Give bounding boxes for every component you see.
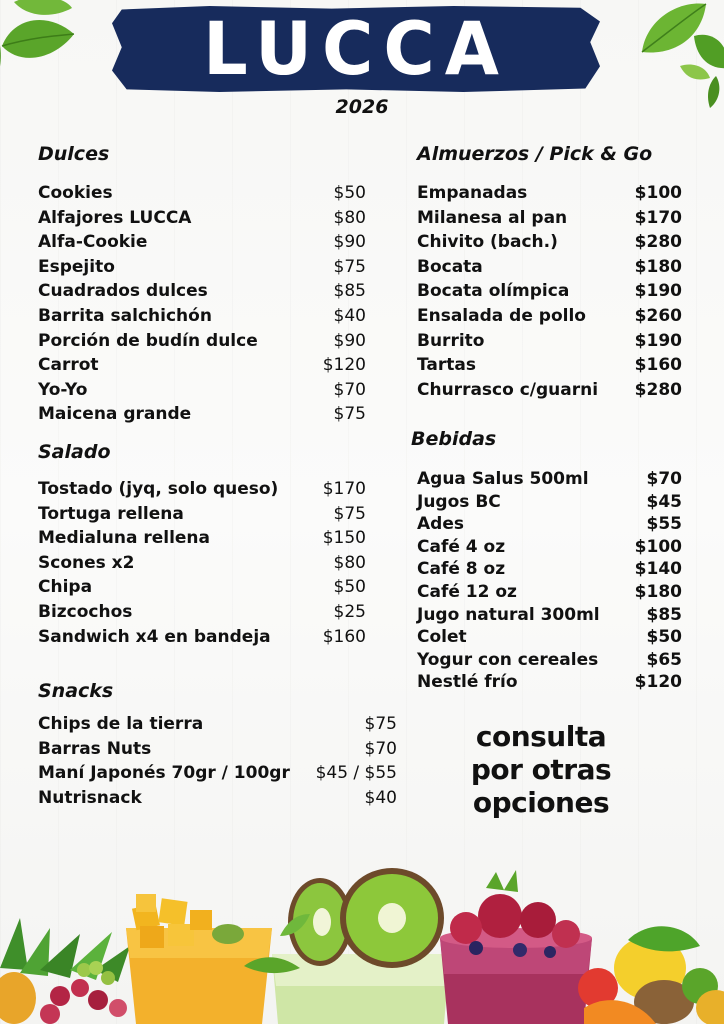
menu-item-name: Café 4 oz <box>417 536 506 557</box>
menu-item-name: Jugos BC <box>417 491 501 512</box>
menu-item-price: $90 <box>333 232 366 253</box>
menu-item-price: $65 <box>646 649 682 670</box>
menu-item <box>417 649 682 672</box>
menu-item-name: Yo-Yo <box>38 379 88 400</box>
menu-item-price: $45 / $55 <box>315 763 397 784</box>
mango-smoothie-icon <box>126 894 272 1024</box>
menu-item <box>38 551 366 576</box>
menu-item <box>38 575 366 600</box>
menu-item-name: Espejito <box>38 256 115 277</box>
menu-item-name: Milanesa al pan <box>417 207 568 228</box>
menu-item-price: $85 <box>333 281 366 302</box>
menu-item-name: Cuadrados dulces <box>38 281 208 302</box>
menu-item <box>38 255 366 280</box>
menu-item-price: $100 <box>634 536 682 557</box>
menu-item-price: $170 <box>634 207 682 228</box>
menu-item <box>417 491 682 514</box>
section-title-snacks: Snacks <box>38 680 114 702</box>
menu-item-price: $70 <box>364 738 397 759</box>
menu-item-name: Ades <box>417 514 464 535</box>
menu-item-price: $75 <box>333 503 366 524</box>
menu-item-name: Chivito (bach.) <box>417 232 558 253</box>
menu-item-name: Alfa-Cookie <box>38 232 148 253</box>
menu-item-price: $150 <box>322 528 366 549</box>
menu-item-name: Churrasco c/guarni <box>417 379 599 400</box>
menu-item-name: Bocata olímpica <box>417 281 570 302</box>
menu-item-price: $120 <box>322 355 366 376</box>
menu-item-price: $80 <box>333 207 366 228</box>
consulta-line-2: por otras <box>470 753 612 786</box>
menu-item-price: $90 <box>333 330 366 351</box>
menu-item-price: $45 <box>646 491 682 512</box>
menu-item-price: $70 <box>333 379 366 400</box>
consulta-line-1: consulta <box>475 720 607 753</box>
menu-item-name: Porción de budín dulce <box>38 330 258 351</box>
menu-item <box>38 526 366 551</box>
menu-item-price: $280 <box>634 232 682 253</box>
menu-item-name: Agua Salus 500ml <box>417 469 589 489</box>
menu-item <box>38 279 366 304</box>
menu-item <box>417 536 682 559</box>
section-title-bebidas: Bebidas <box>411 428 497 450</box>
menu-item-name: Scones x2 <box>38 552 135 573</box>
menu-item-name: Tartas <box>417 355 476 376</box>
menu-item-price: $180 <box>634 581 682 602</box>
menu-item-price: $85 <box>646 604 682 625</box>
menu-item-price: $50 <box>333 577 366 598</box>
kiwi-smoothie-icon <box>244 868 450 1024</box>
menu-item-price: $140 <box>634 559 682 580</box>
leaf-icon-top-left <box>0 0 84 89</box>
menu-item <box>417 468 682 491</box>
menu-item-price: $75 <box>364 714 397 734</box>
brand-title: LUCCA <box>203 5 509 93</box>
menu-item-price: $25 <box>333 601 366 622</box>
bebidas-list <box>417 468 682 694</box>
menu-item-price: $40 <box>364 787 397 808</box>
menu-item-price: $180 <box>634 256 682 277</box>
menu-item-price: $170 <box>322 479 366 499</box>
menu-item-name: Yogur con cereales <box>417 649 599 670</box>
menu-item-name: Maní Japonés 70gr / 100gr <box>38 763 290 784</box>
smoothies-illustration <box>0 858 724 1024</box>
menu-item-name: Bizcochos <box>38 601 133 622</box>
menu-item <box>38 502 366 527</box>
menu-item-price: $190 <box>634 330 682 351</box>
menu-item-name: Barrita salchichón <box>38 305 212 326</box>
menu-item <box>417 513 682 536</box>
menu-item-name: Barras Nuts <box>38 738 152 759</box>
menu-item-price: $80 <box>333 552 366 573</box>
snacks-list <box>38 712 397 810</box>
menu-item-price: $160 <box>322 626 366 647</box>
menu-item <box>38 329 366 354</box>
menu-item-name: Colet <box>417 627 467 648</box>
menu-item-price: $260 <box>634 305 682 326</box>
menu-item <box>38 304 366 329</box>
menu-item <box>417 353 682 378</box>
menu-item <box>38 353 366 378</box>
menu-item <box>38 402 366 427</box>
menu-item <box>417 181 682 206</box>
menu-item <box>417 671 682 694</box>
menu-item-name: Cookies <box>38 183 113 203</box>
menu-item-price: $40 <box>333 305 366 326</box>
menu-item <box>38 230 366 255</box>
menu-item <box>38 712 397 737</box>
menu-item-price: $75 <box>333 404 366 425</box>
salado-list <box>38 477 366 649</box>
menu-item-price: $75 <box>333 256 366 277</box>
menu-item <box>417 378 682 403</box>
almuerzos-list <box>417 181 682 402</box>
section-title-almuerzos: Almuerzos / Pick & Go <box>417 143 653 165</box>
menu-item-name: Carrot <box>38 355 99 376</box>
menu-item <box>38 600 366 625</box>
menu-item <box>38 786 397 811</box>
menu-item-name: Empanadas <box>417 183 528 203</box>
menu-item-name: Jugo natural 300ml <box>417 604 600 625</box>
menu-item <box>417 206 682 231</box>
menu-item-name: Chips de la tierra <box>38 714 204 734</box>
menu-item-name: Maicena grande <box>38 404 192 425</box>
menu-year: 2026 <box>335 96 389 118</box>
dulces-list <box>38 181 366 427</box>
consulta-note <box>466 720 616 819</box>
menu-item-name: Burrito <box>417 330 485 351</box>
leaf-icon-top-right <box>636 0 724 111</box>
menu-item-name: Alfajores LUCCA <box>38 207 192 228</box>
menu-item-name: Sandwich x4 en bandeja <box>38 626 271 647</box>
menu-item <box>417 626 682 649</box>
menu-item <box>38 737 397 762</box>
menu-item <box>38 378 366 403</box>
menu-item-price: $120 <box>634 672 682 693</box>
menu-item-price: $100 <box>634 183 682 203</box>
menu-item-price: $50 <box>333 183 366 203</box>
menu-item-name: Chipa <box>38 577 93 598</box>
menu-item-name: Medialuna rellena <box>38 528 211 549</box>
menu-item-name: Café 8 oz <box>417 559 506 580</box>
menu-item <box>38 761 397 786</box>
menu-item <box>417 558 682 581</box>
menu-item <box>417 581 682 604</box>
menu-item <box>417 604 682 627</box>
menu-item <box>38 206 366 231</box>
section-title-salado: Salado <box>38 441 111 463</box>
menu-item-name: Tostado (jyq, solo queso) <box>38 479 279 499</box>
menu-item-price: $280 <box>634 379 682 400</box>
menu-item <box>38 625 366 650</box>
consulta-line-3: opciones <box>472 786 610 819</box>
fruit-pile-icon-right <box>578 926 724 1024</box>
menu-item <box>417 255 682 280</box>
section-title-dulces: Dulces <box>38 143 110 165</box>
menu-item-price: $160 <box>634 355 682 376</box>
menu-item-name: Ensalada de pollo <box>417 305 586 326</box>
menu-item <box>38 181 366 206</box>
menu-item-name: Tortuga rellena <box>38 503 184 524</box>
menu-item <box>417 304 682 329</box>
menu-item-price: $70 <box>646 469 682 489</box>
menu-item-name: Café 12 oz <box>417 581 517 602</box>
menu-item <box>417 279 682 304</box>
menu-item-price: $50 <box>646 627 682 648</box>
menu-item <box>417 329 682 354</box>
menu-item <box>38 477 366 502</box>
menu-item-name: Nutrisnack <box>38 787 142 808</box>
menu-item <box>417 230 682 255</box>
menu-item-price: $55 <box>646 514 682 535</box>
menu-item-name: Nestlé frío <box>417 672 518 693</box>
menu-item-name: Bocata <box>417 256 483 277</box>
menu-item-price: $190 <box>634 281 682 302</box>
berry-smoothie-icon <box>440 870 592 1024</box>
